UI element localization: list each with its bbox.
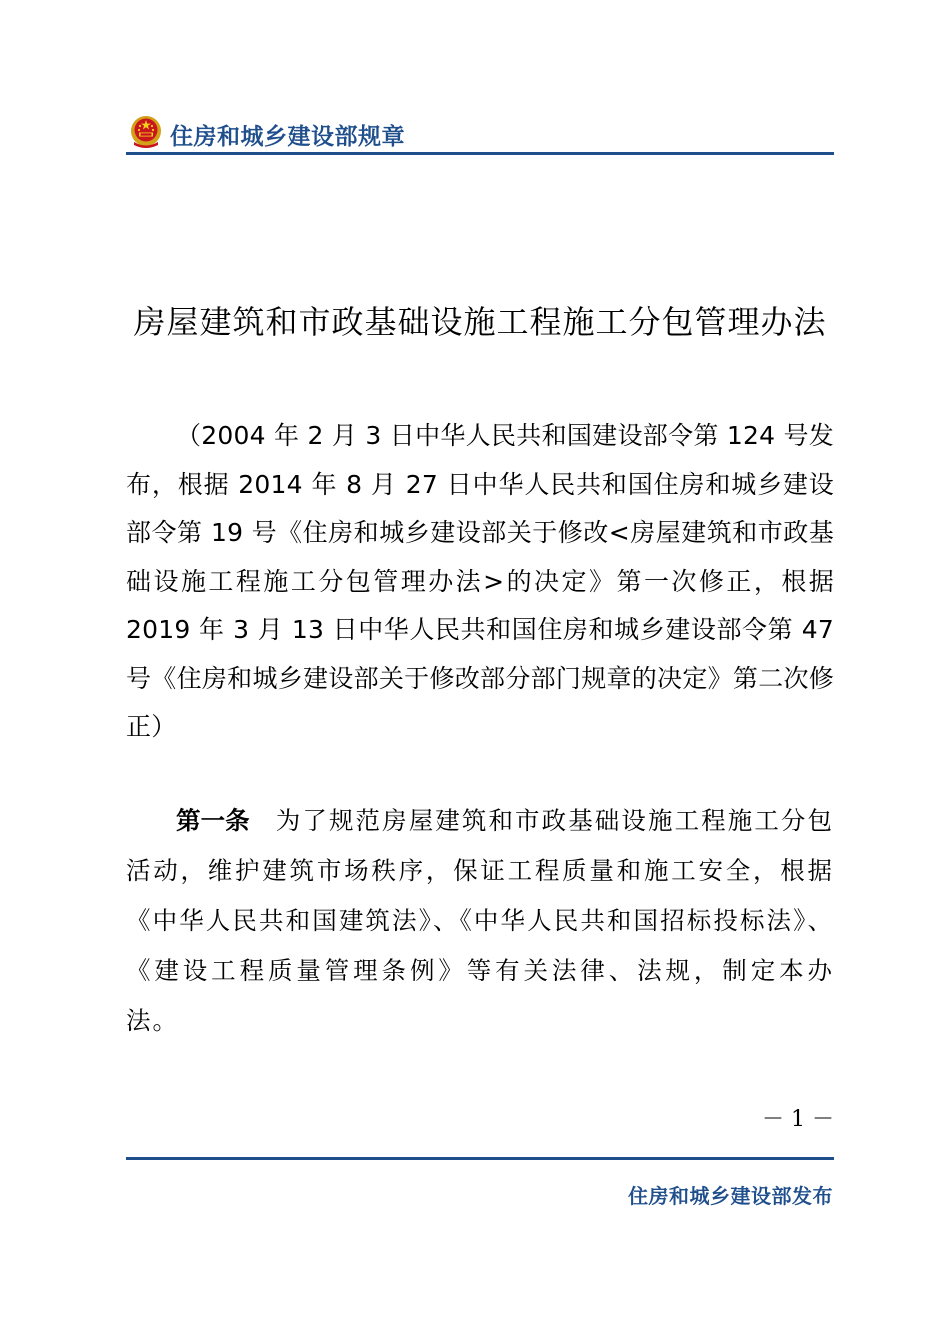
article-1-label: 第一条 — [176, 806, 250, 835]
footer-divider — [126, 1157, 834, 1160]
header-title: 住房和城乡建设部规章 — [170, 124, 405, 150]
revision-note: （2004 年 2 月 3 日中华人民共和国建设部令第 124 号发布，根据 2014 年 8 月 27 日中华人民共和国住房和城乡建设部令第 19 号《住房和城乡建设部关于修改<房屋建筑和市政基础设施工程施工分包管理办法>的决定》第一次修正，根据 2019 年 3 月 13 日中华人民共和国住房和城乡建设部令第 47 号《住房和城乡建设部关于修改部分部门规章的决定》第二次修正） — [126, 421, 834, 741]
page-header — [126, 112, 834, 154]
article-1 — [126, 796, 834, 1046]
document-title: 房屋建筑和市政基础设施工程施工分包管理办法 — [133, 303, 827, 341]
footer-publisher: 住房和城乡建设部发布 — [628, 1184, 833, 1208]
header-divider — [126, 152, 834, 155]
national-emblem-icon — [128, 114, 164, 150]
article-1-text: 为了规范房屋建筑和市政基础设施工程施工分包活动，维护建筑市场秩序，保证工程质量和施工安全，根据《中华人民共和国建筑法》、《中华人民共和国招标投标法》、《建设工程质量管理条例》等有关法律、法规，制定本办法。 — [126, 806, 835, 1035]
page-number: － 1 － — [762, 1107, 834, 1132]
